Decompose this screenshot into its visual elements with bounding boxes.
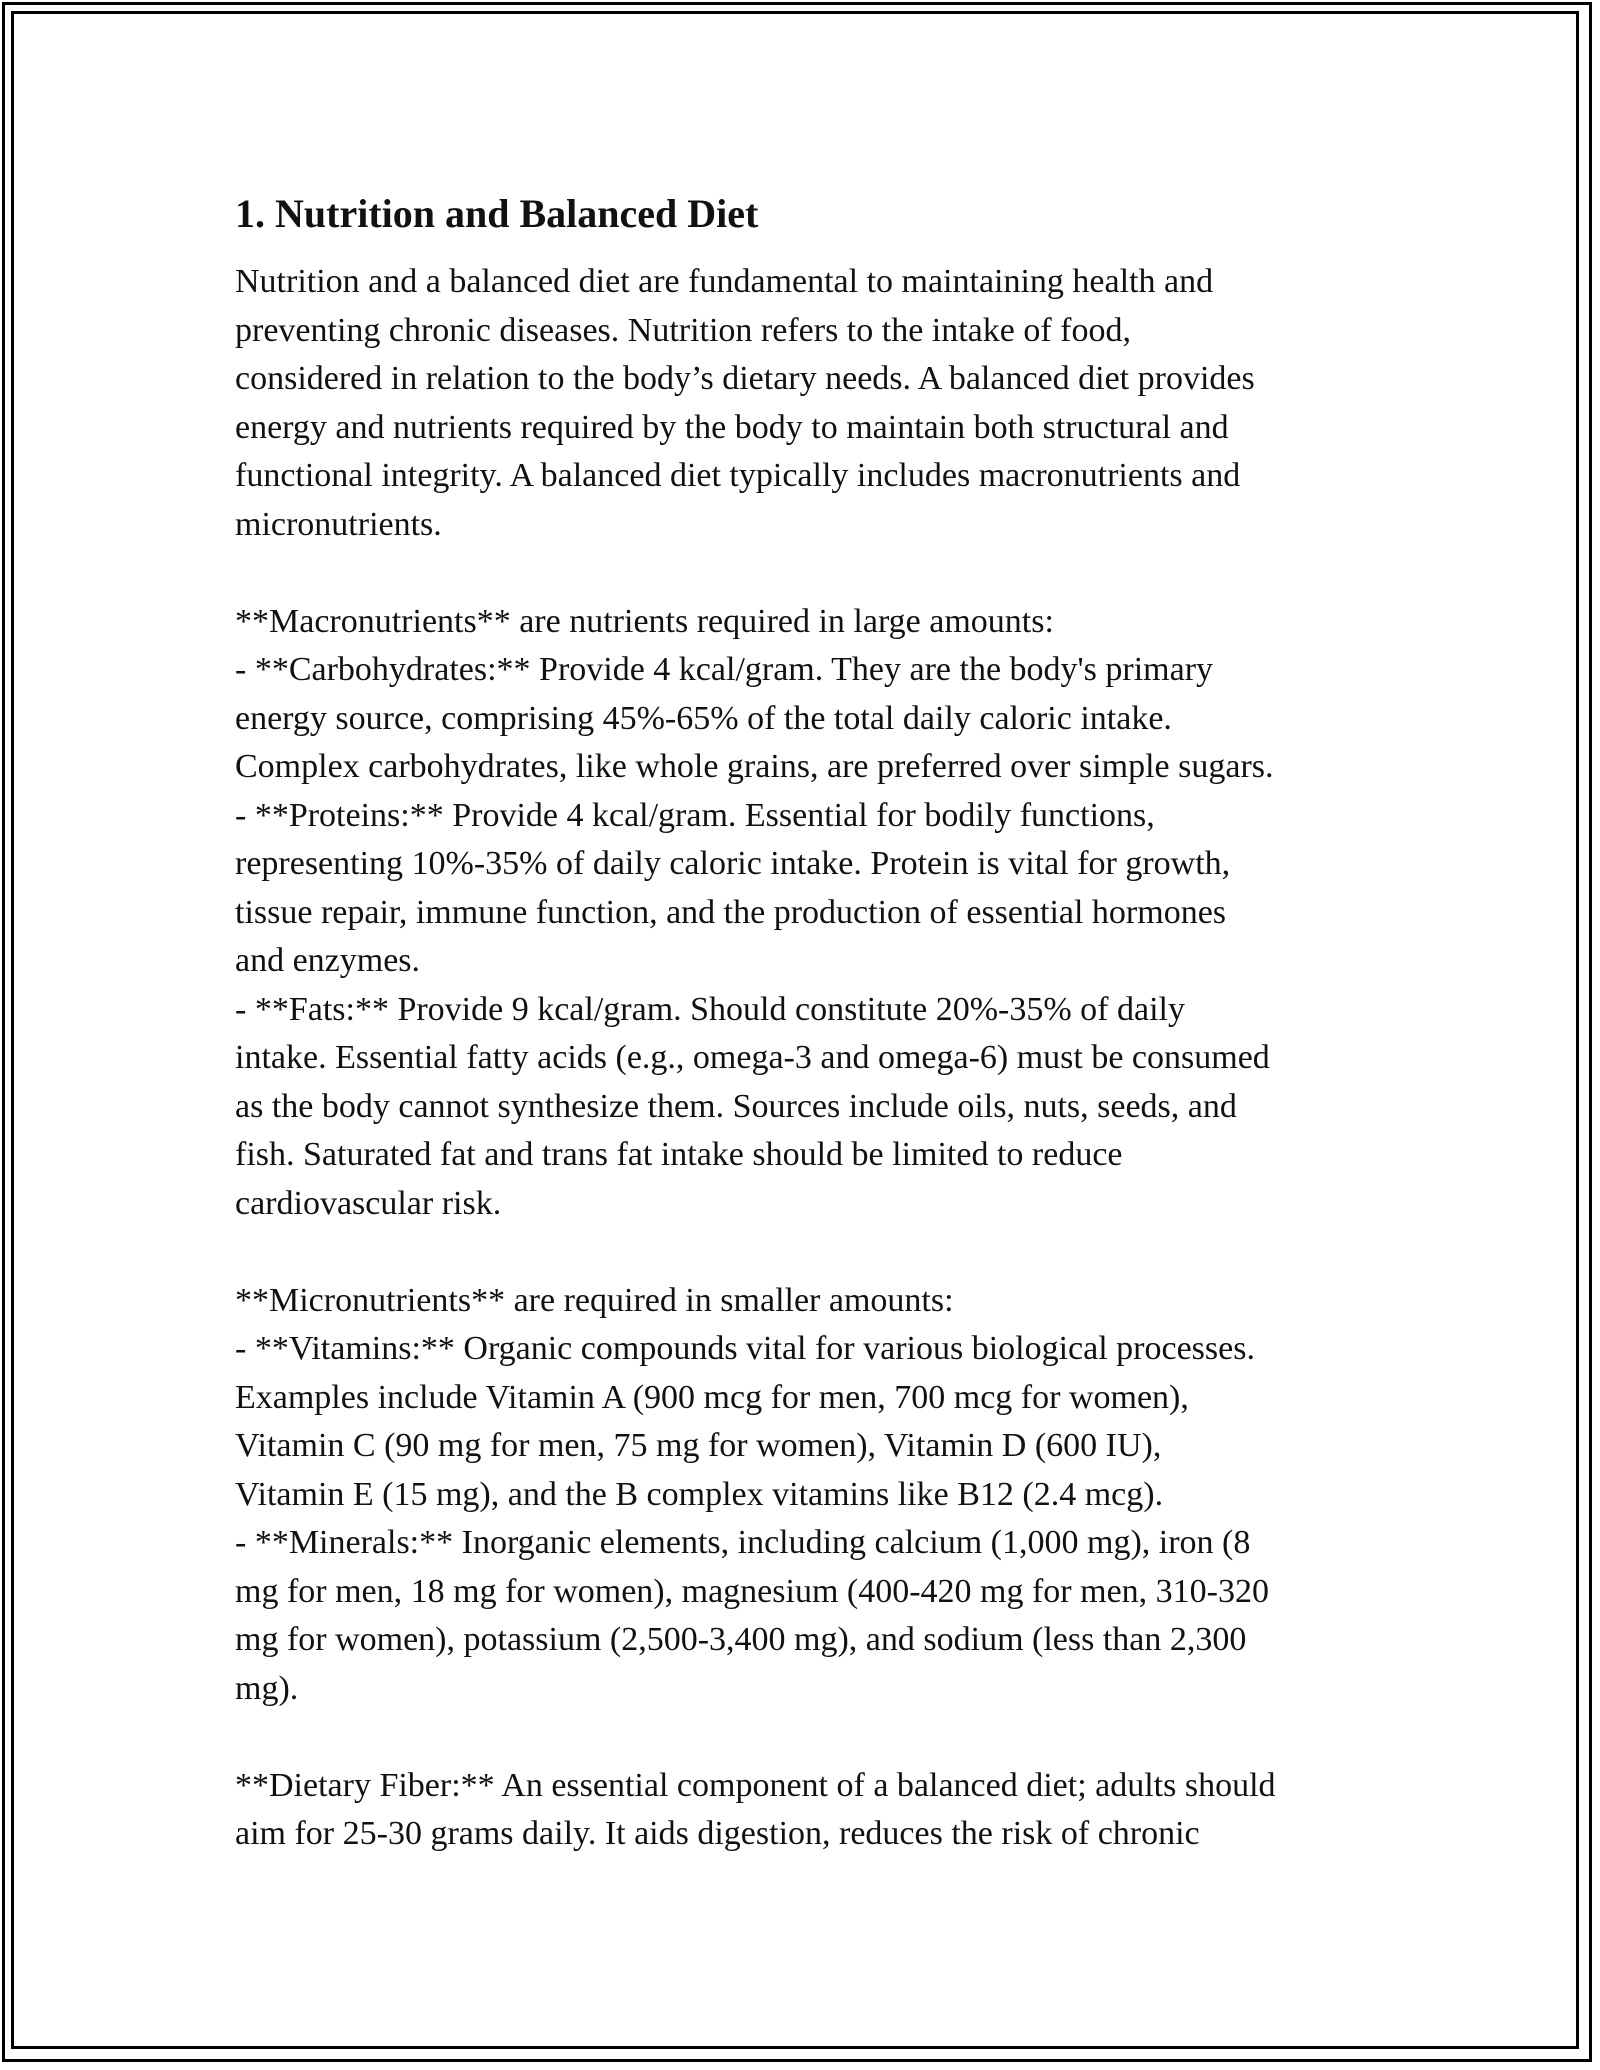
text-line: preventing chronic diseases. Nutrition refers to the intake of food, — [235, 311, 1132, 349]
document-content — [235, 186, 1385, 1859]
paragraph-gap — [235, 1713, 1385, 1762]
text-line: - **Minerals:** Inorganic elements, including calcium (1,000 mg), iron (8 — [235, 1524, 1251, 1561]
text-line: as the body cannot synthesize them. Sources include oils, nuts, seeds, and — [235, 1087, 1237, 1125]
paragraph — [235, 258, 1385, 549]
text-line: fish. Saturated fat and trans fat intake should be limited to reduce — [235, 1136, 1123, 1173]
text-line: energy source, comprising 45%-65% of the total daily caloric intake. — [235, 699, 1172, 737]
text-line: representing 10%-35% of daily caloric intake. Protein is vital for growth, — [235, 845, 1231, 882]
text-line: **Macronutrients** are nutrients required in large amounts: — [235, 602, 1054, 640]
text-line: intake. Essential fatty acids (e.g., omega-3 and omega-6) must be consumed — [235, 1039, 1270, 1076]
text-line: - **Proteins:** Provide 4 kcal/gram. Essential for bodily functions, — [235, 796, 1155, 834]
text-line: **Dietary Fiber:** An essential component of a balanced diet; adults should — [235, 1766, 1276, 1804]
section-heading: 1. Nutrition and Balanced Diet — [235, 191, 759, 236]
text-line: mg for men, 18 mg for women), magnesium (400-420 mg for men, 310-320 — [235, 1572, 1269, 1610]
document-body — [235, 258, 1385, 1859]
text-line: **Micronutrients** are required in smaller amounts: — [235, 1281, 954, 1319]
paragraph — [235, 1762, 1385, 1859]
paragraph-gap — [235, 1228, 1385, 1277]
text-line: considered in relation to the body’s dietary needs. A balanced diet provides — [235, 360, 1255, 397]
text-line: tissue repair, immune function, and the production of essential hormones — [235, 893, 1227, 931]
text-line: cardiovascular risk. — [235, 1184, 502, 1222]
paragraph — [235, 598, 1385, 1229]
text-line: - **Vitamins:** Organic compounds vital for various biological processes. — [235, 1330, 1255, 1367]
text-line: energy and nutrients required by the body to maintain both structural and — [235, 408, 1229, 446]
text-line: functional integrity. A balanced diet typically includes macronutrients and — [235, 457, 1241, 494]
text-line: Nutrition and a balanced diet are fundamental to maintaining health and — [235, 263, 1214, 300]
text-line: Vitamin C (90 mg for men, 75 mg for women), Vitamin D (600 IU), — [235, 1427, 1162, 1464]
text-line: mg for women), potassium (2,500-3,400 mg), and sodium (less than 2,300 — [235, 1621, 1247, 1658]
paragraph — [235, 1277, 1385, 1714]
text-line: Complex carbohydrates, like whole grains, are preferred over simple sugars. — [235, 748, 1274, 785]
text-line: and enzymes. — [235, 942, 421, 979]
paragraph-gap — [235, 549, 1385, 598]
text-line: - **Fats:** Provide 9 kcal/gram. Should constitute 20%-35% of daily — [235, 990, 1185, 1028]
text-line: Vitamin E (15 mg), and the B complex vitamins like B12 (2.4 mcg). — [235, 1475, 1164, 1513]
text-line: - **Carbohydrates:** Provide 4 kcal/gram. They are the body's primary — [235, 651, 1214, 688]
text-line: aim for 25-30 grams daily. It aids digestion, reduces the risk of chronic — [235, 1815, 1200, 1852]
text-line: mg). — [235, 1669, 299, 1707]
text-line: Examples include Vitamin A (900 mcg for men, 700 mcg for women), — [235, 1378, 1189, 1416]
text-line: micronutrients. — [235, 505, 442, 543]
